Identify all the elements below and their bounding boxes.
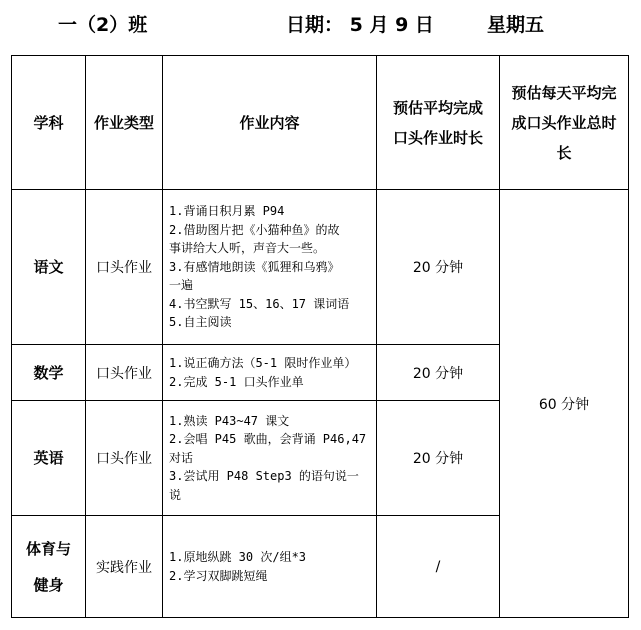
col-type: 作业类型 [86, 56, 163, 190]
col-subject: 学科 [12, 56, 86, 190]
table-row [12, 190, 629, 345]
date-label: 日期： 5 月 9 日 [286, 14, 434, 36]
col-total-line: 预估每天平均完 [511, 83, 617, 102]
content-line: 3.尝试用 P48 Step3 的语句说一 [169, 469, 359, 484]
subject-line: 体育与 [25, 539, 71, 558]
content-cell [163, 401, 377, 516]
subject-cell: 英语 [12, 401, 86, 516]
content-line: 2.完成 5-1 口头作业单 [169, 374, 304, 389]
subject-line: 健身 [33, 575, 64, 594]
content-cell [163, 345, 377, 401]
content-line: 对话 [169, 450, 194, 465]
col-total-line: 成口头作业总时 [511, 113, 617, 132]
content-line: 4.书空默写 15、16、17 课词语 [169, 296, 350, 311]
time-cell: 20 分钟 [377, 345, 500, 401]
content-line: 1.原地纵跳 30 次/组*3 [169, 550, 307, 564]
subject-cell: 语文 [12, 190, 86, 345]
col-content: 作业内容 [163, 56, 377, 190]
content-line: 3.有感情地朗读《狐狸和乌鸦》 [169, 259, 340, 274]
content-line: 2.学习双脚跳短绳 [169, 568, 268, 583]
col-avg-time-line: 预估平均完成 [392, 98, 483, 117]
subject-cell: 数学 [12, 345, 86, 401]
type-cell: 实践作业 [86, 516, 163, 618]
time-cell: 20 分钟 [377, 190, 500, 345]
content-line: 说 [169, 487, 182, 502]
page-header [0, 0, 641, 50]
content-line: 2.借助图片把《小猫种鱼》的故 [169, 222, 340, 237]
class-name: 一（2）班 [58, 14, 148, 36]
type-cell: 口头作业 [86, 190, 163, 345]
col-avg-time-line: 口头作业时长 [392, 128, 483, 147]
content-line: 1.背诵日积月累 P94 [169, 204, 285, 219]
content-line: 1.熟读 P43~47 课文 [169, 413, 290, 428]
table-header-row [12, 56, 629, 190]
col-avg-time [377, 56, 500, 190]
homework-table [11, 55, 629, 618]
content-line: 一遍 [169, 278, 194, 293]
content-line: 1.说正确方法（5-1 限时作业单） [169, 356, 357, 370]
time-cell: 20 分钟 [377, 401, 500, 516]
col-total-line: 长 [556, 143, 572, 162]
content-cell [163, 190, 377, 345]
weekday-label: 星期五 [487, 14, 545, 36]
type-cell: 口头作业 [86, 401, 163, 516]
content-line: 2.会唱 P45 歌曲，会背诵 P46,47 [169, 432, 367, 447]
total-time-cell: 60 分钟 [500, 190, 629, 618]
time-cell: / [377, 516, 500, 618]
type-cell: 口头作业 [86, 345, 163, 401]
content-cell [163, 516, 377, 618]
content-line: 5.自主阅读 [169, 315, 232, 330]
subject-cell [12, 516, 86, 618]
col-total [500, 56, 629, 190]
content-line: 事讲给大人听，声音大一些。 [169, 241, 326, 256]
